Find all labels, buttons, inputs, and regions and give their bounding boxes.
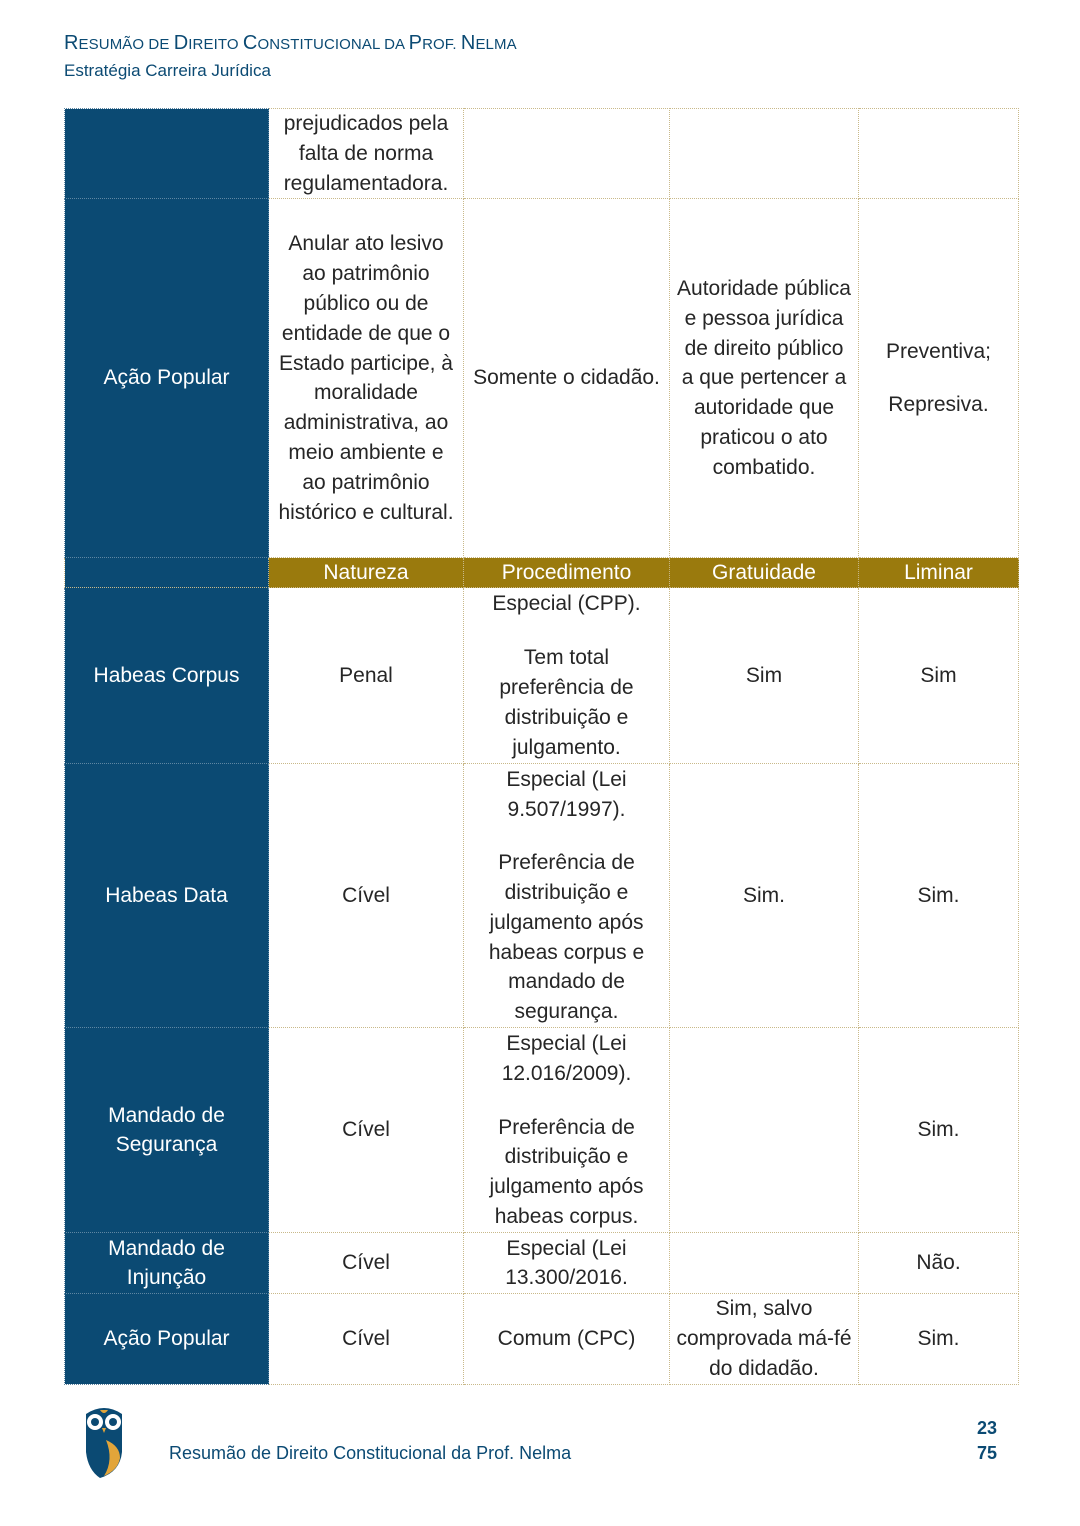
liminar-cell: Sim xyxy=(859,588,1019,764)
column-header: Gratuidade xyxy=(670,558,859,588)
table-row xyxy=(65,1233,1019,1294)
gratuidade-cell xyxy=(670,1028,859,1233)
column-header: Natureza xyxy=(269,558,464,588)
column-header: Liminar xyxy=(859,558,1019,588)
natureza-cell: Cível xyxy=(269,1028,464,1233)
row-label: Mandado de Injunção xyxy=(65,1233,269,1294)
procedimento-line: Especial (Lei 12.016/2009). xyxy=(501,1032,632,1085)
total-pages: 75 xyxy=(976,1443,998,1463)
table-cell: Somente o cidadão. xyxy=(464,199,670,558)
procedimento-cell xyxy=(464,588,670,764)
liminar-cell: Sim. xyxy=(859,1294,1019,1384)
liminar-line: Preventiva; xyxy=(885,339,992,363)
procedimento-cell xyxy=(464,1294,670,1384)
writs-comparison-table xyxy=(64,108,1019,1385)
table-row xyxy=(65,588,1019,764)
natureza-cell: Cível xyxy=(269,1233,464,1294)
liminar-cell: Sim. xyxy=(859,764,1019,1028)
column-header-row xyxy=(65,558,1019,588)
table-row xyxy=(65,109,1019,199)
row-label xyxy=(65,109,269,199)
header-corner xyxy=(65,558,269,588)
current-page: 23 xyxy=(976,1418,998,1438)
row-label: Ação Popular xyxy=(65,1294,269,1384)
gratuidade-cell: Sim xyxy=(670,588,859,764)
document-header-subtitle: Estratégia Carreira Jurídica xyxy=(64,61,271,80)
liminar-cell: Não. xyxy=(859,1233,1019,1294)
table-cell xyxy=(859,199,1019,558)
natureza-cell: Cível xyxy=(269,1294,464,1384)
table-cell xyxy=(670,109,859,199)
row-label: Habeas Data xyxy=(65,764,269,1028)
procedimento-line: Especial (Lei 13.300/2016. xyxy=(505,1236,628,1290)
gratuidade-cell: Sim, salvo comprovada má-fé do didadão. xyxy=(670,1294,859,1384)
column-header: Procedimento xyxy=(464,558,670,588)
table-cell: prejudicados pela falta de norma regulamentadora. xyxy=(269,109,464,199)
procedimento-line: Preferência de distribuição e julgamento após habeas corpus. xyxy=(489,1115,644,1228)
table-row xyxy=(65,199,1019,558)
procedimento-line: Tem total preferência de distribuição e julgamento. xyxy=(499,646,634,759)
procedimento-line: Preferência de distribuição e julgamento após habeas corpus e mandado de segurança. xyxy=(488,851,645,1024)
footer-text: Resumão de Direito Constitucional da Prof. Nelma xyxy=(169,1443,572,1463)
document-header-title: RESUMÃO DE DIREITO CONSTITUCIONAL DA PROF. NELMA xyxy=(64,32,517,54)
table-row xyxy=(65,764,1019,1028)
table-cell xyxy=(859,109,1019,199)
liminar-cell: Sim. xyxy=(859,1028,1019,1233)
natureza-cell: Penal xyxy=(269,588,464,764)
procedimento-line: Especial (CPP). xyxy=(492,592,641,616)
liminar-line: Represiva. xyxy=(888,393,989,417)
table-row xyxy=(65,1294,1019,1384)
natureza-cell: Cível xyxy=(269,764,464,1028)
page-number xyxy=(970,1416,1004,1466)
gratuidade-cell: Sim. xyxy=(670,764,859,1028)
procedimento-cell xyxy=(464,764,670,1028)
row-label: Habeas Corpus xyxy=(65,588,269,764)
procedimento-line: Comum (CPC) xyxy=(497,1327,636,1351)
procedimento-cell xyxy=(464,1233,670,1294)
table-cell: Autoridade pública e pessoa jurídica de direito público a que pertencer a autoridade que praticou o ato combatido. xyxy=(670,199,859,558)
owl-logo-icon xyxy=(80,1400,128,1480)
gratuidade-cell xyxy=(670,1233,859,1294)
table-row xyxy=(65,1028,1019,1233)
table-cell xyxy=(464,109,670,199)
row-label: Ação Popular xyxy=(65,199,269,558)
procedimento-line: Especial (Lei 9.507/1997). xyxy=(506,767,627,821)
table-cell: Anular ato lesivo ao patrimônio público ou de entidade de que o Estado participe, à moralidade administrativa, ao meio ambiente e ao patrimônio histórico e cultural. xyxy=(269,199,464,558)
procedimento-cell xyxy=(464,1028,670,1233)
row-label: Mandado de Segurança xyxy=(65,1028,269,1233)
